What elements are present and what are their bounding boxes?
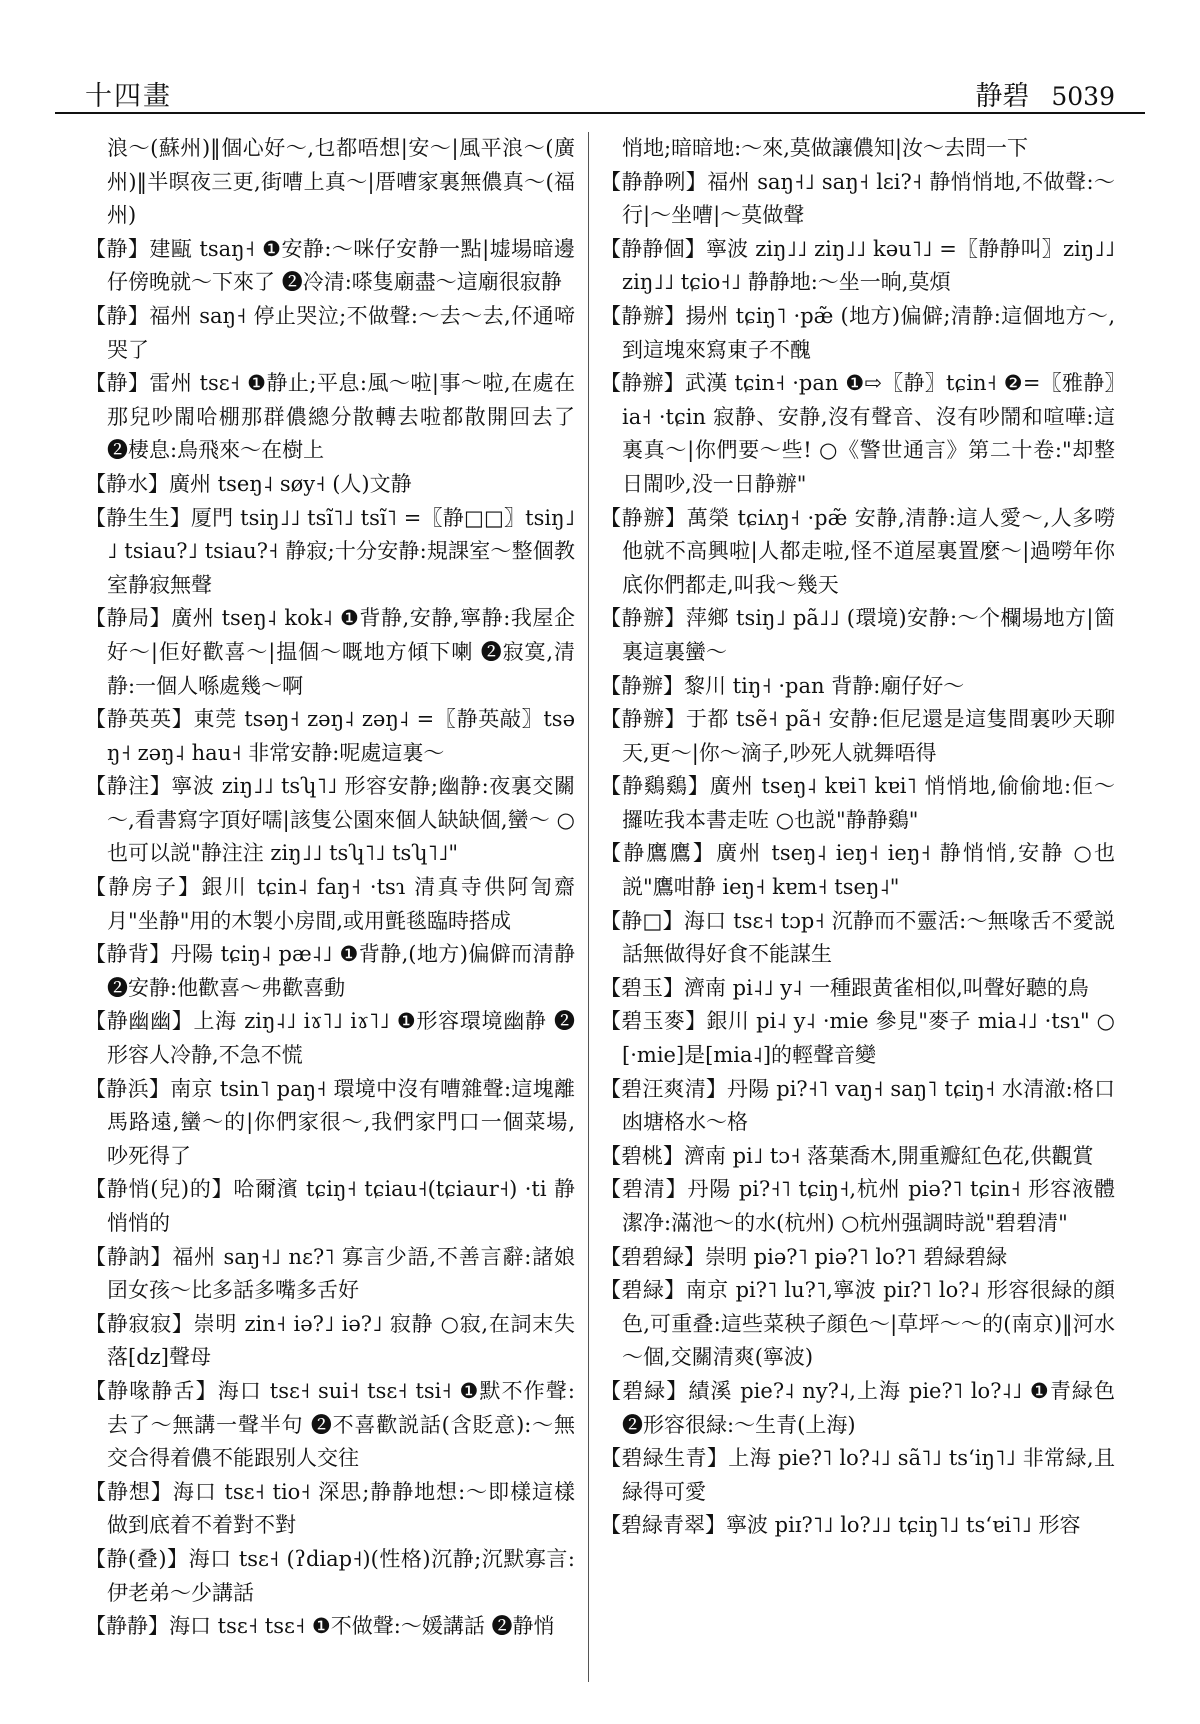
dictionary-entry: 【碧緑青翠】寧波 piɪ?˥˩ lo?˩˩ tɕiŋ˥˩ tsʻɐi˥˩ 形容 (600, 1513, 1081, 1538)
dictionary-entry: 【静鷄鷄】廣州 tseŋ˨ kɐi˥ kɐi˥ 悄悄地,偷偷地:佢～攞咗我本書走咗 ○也説"静静鷄" (600, 774, 1115, 832)
page-header (55, 66, 1145, 114)
dictionary-entry: 【静辦】萬榮 tɕiʌŋ˧ ·pæ̃ 安静,清静:這人愛～,人多嘮他就不高興啦|人都走啦,怪不道屋裏置麼～|過嘮年你底你們都走,叫我～幾天 (600, 505, 1115, 597)
dictionary-entry: 【碧碧緑】崇明 piə?˥ piə?˥ lo?˥ 碧緑碧緑 (600, 1244, 1008, 1269)
dictionary-entry: 【静悄(兒)的】哈爾濱 tɕiŋ˧ tɕiau˧(tɕiaur˧) ·ti 静悄悄的 (85, 1177, 575, 1235)
dictionary-entry: 【静想】海口 tsɛ˧ tio˧ 深思;静静地想:～即樣這樣做到底着不着對不對 (85, 1479, 575, 1538)
dictionary-entry: 【静静】海口 tsɛ˧ tsɛ˧ ❶不做聲:～媛講話 ❷静悄 (85, 1614, 555, 1639)
dictionary-entry: 【碧清】丹陽 pi?˧˥ tɕiŋ˧,杭州 piə?˥ tɕin˧ 形容液體潔净:滿池～的水(杭州) ○杭州强調時説"碧碧清" (600, 1177, 1115, 1235)
dictionary-entry: 【静水】廣州 tseŋ˨ søy˧ (人)文静 (85, 471, 412, 496)
dictionary-entry: 【静喙静舌】海口 tsɛ˧ sui˧ tsɛ˧ tsi˧ ❶默不作聲:去了～無講一聲半句 ❷不喜歡説話(含貶意):～無交合得着儂不能跟别人交往 (85, 1378, 575, 1471)
dictionary-entry: 【静辦】萍鄉 tsiŋ˩ pã˩˩ (環境)安静:～个欄場地方|箇裏這裏蠻～ (600, 606, 1115, 664)
dictionary-entry: 【静辦】武漢 tɕin˧ ·pan ❶⇨〖静〗tɕin˧ ❷=〖雅静〗ia˧ ·tɕin 寂静、安静,沒有聲音、沒有吵鬧和喧嘩:這裏真～|你們要～些! ○《警世通言》第二十卷:"却整日閙吵,没一日静辦" (600, 371, 1115, 496)
dictionary-entry: 【静英英】東莞 tsəŋ˧ zəŋ˨ zəŋ˨ =〖静英敲〗tsəŋ˧ zəŋ˨ hau˧ 非常安静:呢處這裏～ (85, 707, 575, 765)
dictionary-entry: 【静鷹鷹】廣州 tseŋ˨ ieŋ˧ ieŋ˧ 静悄悄,安静 ○也説"鷹咁静 ieŋ˧ kɐm˧ tseŋ˨" (600, 841, 1115, 900)
dictionary-entry: 【静辦】于都 tsẽ˧ pã˧ 安静:佢尼還是這隻間裏吵天聊天,更～|你～滴子,吵死人就舞唔得 (600, 707, 1115, 765)
dictionary-entry: 【静注】寧波 ziŋ˩˩ tsʮ˥˩ 形容安静;幽静:夜裏交關～,看書寫字頂好嚅|該隻公園來個人缺缺個,蠻～ ○也可以説"静注注 ziŋ˩˩ tsʮ˥˩ tsʮ˥˩" (85, 774, 575, 866)
dictionary-entry: 【静】福州 saŋ˧ 停止哭泣;不做聲:～去～去,伓通啼哭了 (85, 303, 575, 362)
dictionary-entry: 【静訥】福州 saŋ˧˩ nɛ?˥ 寡言少語,不善言辭:諸娘囝女孩～比多話多嘴多舌好 (85, 1244, 575, 1303)
dictionary-entry: 【静房子】銀川 tɕin˨ faŋ˧ ·tsɿ 清真寺供阿訇齋月"坐静"用的木製小房間,或用氈毯臨時搭成 (85, 875, 575, 933)
dictionary-entry: 【静寂寂】崇明 zin˧ iə?˩ iə?˩ 寂静 ○寂,在詞末失落[dz]聲母 (85, 1311, 575, 1370)
dictionary-entry: 【静静個】寧波 ziŋ˩˩ ziŋ˩˩ kəu˥˩ =〖静静叫〗ziŋ˩˩ ziŋ˩˩ tɕio˧˩ 静静地:～坐一晌,莫煩 (600, 236, 1115, 295)
dictionary-entry: 悄地;暗暗地:～來,莫做讓儂知|汝～去問一下 (622, 136, 1028, 160)
dictionary-entry: 【碧玉麥】銀川 pi˨ y˨ ·mie 參見"麥子 mia˨˩ ·tsɿ" ○[·mie]是[mia˨]的輕聲音變 (600, 1009, 1115, 1068)
dictionary-entry: 【碧緑生青】上海 pie?˥ lo?˨˩ sã˥˩ tsʻiŋ˥˩ 非常緑,且緑得可愛 (600, 1446, 1115, 1504)
running-head-chars: 静碧 (975, 81, 1030, 112)
dictionary-entry: 【碧汪爽清】丹陽 pi?˧˥ vaŋ˧ saŋ˥ tɕiŋ˧ 水清澈:格口凼塘格水～格 (600, 1076, 1115, 1135)
running-head (975, 74, 1115, 113)
page-number: 5039 (1051, 82, 1115, 111)
section-title: 十四畫 (85, 81, 172, 112)
dictionary-entry: 【静】雷州 tsɛ˧ ❶静止;平息:風～啦|事～啦,在處在那兒吵閙哈棚那群儂總分散轉去啦都散開回去了 ❷棲息:鳥飛來～在樹上 (85, 371, 575, 463)
dictionary-entry: 【碧玉】濟南 pi˨˩ y˨ 一種跟黄雀相似,叫聲好聽的鳥 (600, 975, 1089, 1000)
dictionary-entry: 【静局】廣州 tseŋ˨ kok˨ ❶背静,安静,寧静:我屋企好～|佢好歡喜～|揾個～嘅地方傾下喇 ❷寂寞,清静:一個人喺處幾～啊 (85, 606, 575, 698)
dictionary-entry: 【碧桃】濟南 pi˩ tɔ˧ 落葉喬木,開重瓣紅色花,供觀賞 (600, 1143, 1094, 1168)
dictionary-entry: 【静背】丹陽 tɕiŋ˨ pæ˨˩ ❶背静,(地方)偏僻而清静 ❷安静:他歡喜～弗歡喜動 (85, 942, 575, 1000)
dictionary-entry: 【静辦】黎川 tiŋ˧ ·pan 背静:廟仔好～ (600, 673, 965, 698)
left-column (85, 132, 575, 1644)
dictionary-entry: 【静静咧】福州 saŋ˧˩ saŋ˧ lɛi?˧ 静悄悄地,不做聲:～行|～坐嘈|～莫做聲 (600, 169, 1115, 228)
dictionary-entry: 【静浜】南京 tsin˥ paŋ˧ 環境中沒有嘈雜聲:這塊離馬路遠,蠻～的|你們家很～,我們家門口一個菜場,吵死得了 (85, 1076, 575, 1168)
dictionary-entry: 【静幽幽】上海 ziŋ˨˩ iɤ˥˩ iɤ˥˩ ❶形容環境幽静 ❷形容人冷静,不急不慌 (85, 1009, 575, 1068)
dictionary-entry: 【静□】海口 tsɛ˧ tɔp˧ 沉静而不靈活:～無喙舌不愛説話無做得好食不能謀生 (600, 908, 1115, 967)
dictionary-entry: 【静(叠)】海口 tsɛ˧ (ʔdiap˧)(性格)沉静;沉默寡言:伊老弟～少講話 (85, 1546, 575, 1605)
right-column (600, 132, 1115, 1543)
column-divider (588, 132, 589, 1682)
dictionary-entry: 【碧緑】南京 pi?˥ lu?˥,寧波 piɪ?˥ lo?˨ 形容很緑的顔色,可重叠:這些菜秧子顔色～|草坪～～的(南京)‖河水～個,交關清爽(寧波) (600, 1278, 1115, 1370)
dictionary-entry: 【静辦】揚州 tɕiŋ˥ ·pæ̃ (地方)偏僻;清静:這個地方～,到這塊來寫東子不醜 (600, 303, 1115, 362)
dictionary-entry: 【静生生】厦門 tsiŋ˩˩ tsĩ˥˩ tsĩ˥ =〖静□□〗tsiŋ˩˩ tsiau?˩ tsiau?˧ 静寂;十分安静:規課室～整個教室静寂無聲 (85, 505, 575, 597)
dictionary-entry: 【碧緑】績溪 pie?˨ ny?˨,上海 pie?˥ lo?˨˩ ❶青緑色 ❷形容很緑:～生青(上海) (600, 1378, 1115, 1437)
dictionary-entry: 浪～(蘇州)‖個心好～,乜都唔想|安～|風平浪～(廣州)‖半暝夜三更,街嘈上真～|厝嘈家裏無儂真～(福州) (107, 136, 575, 228)
dictionary-entry: 【静】建甌 tsaŋ˧ ❶安静:～咪仔安静一點|墟場暗邊仔傍晚就～下來了 ❷冷清:嗏隻廟盡～這廟很寂静 (85, 236, 575, 295)
